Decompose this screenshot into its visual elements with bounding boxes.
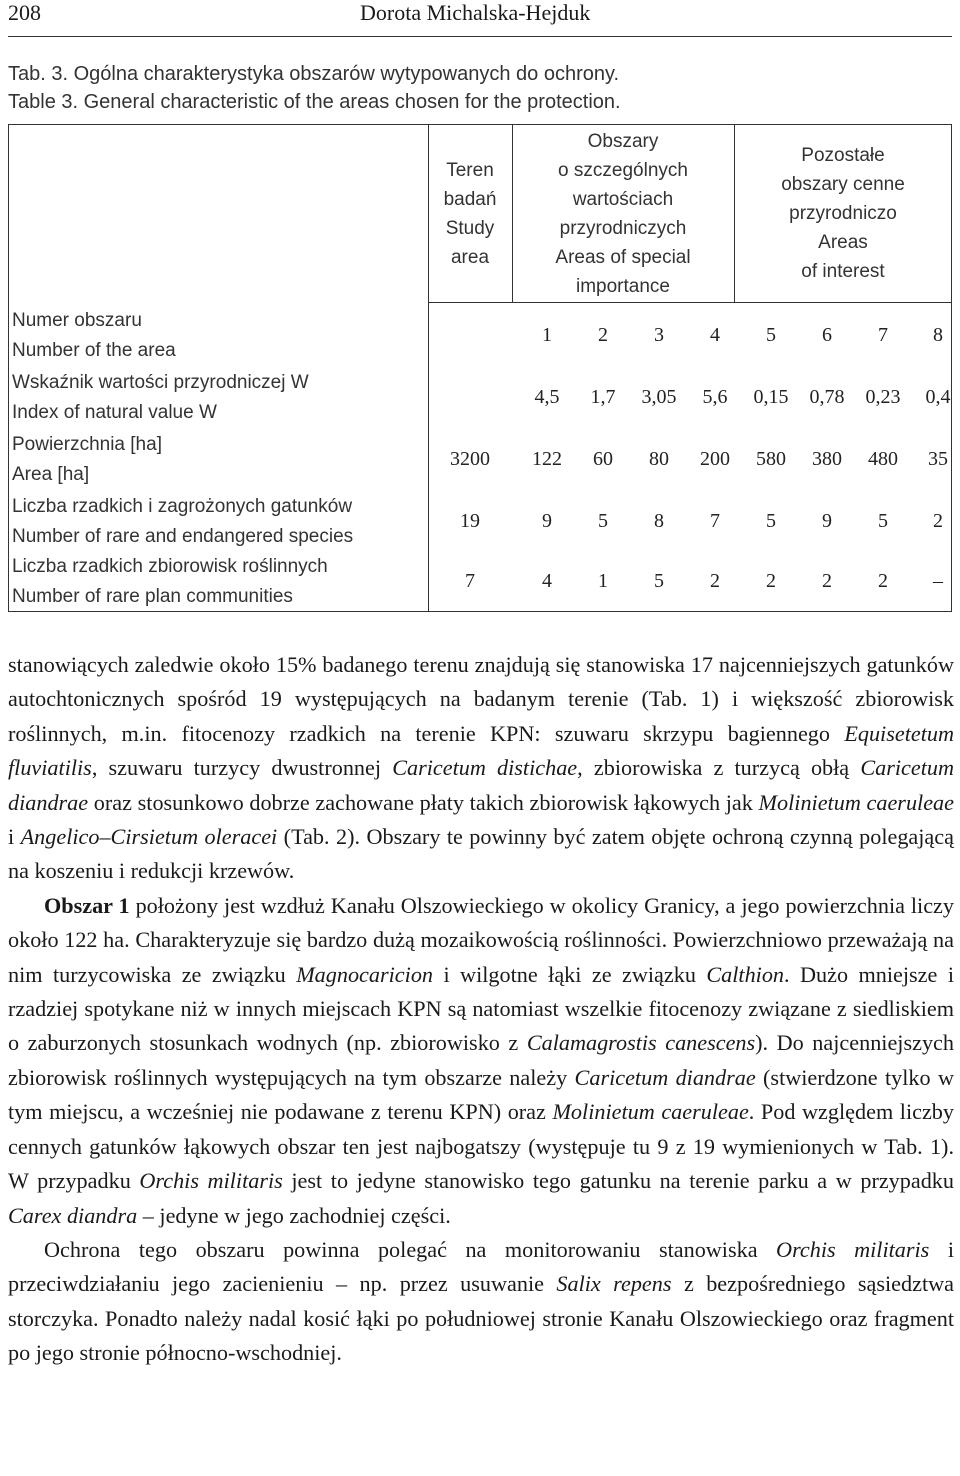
col-header-special-areas (512, 127, 734, 301)
table-cell: 0,78 (809, 386, 845, 408)
paragraph-2 (8, 889, 954, 1233)
table-cell: 0,4 (925, 386, 951, 408)
italic-term: Magnocaricion (296, 961, 434, 987)
header-line: przyrodniczo (789, 203, 897, 224)
text-run: położony jest wzdłuż Kanału Olszowieckiego w okolicy Granicy, a jego powierzchnia liczy około 122 ha. Charakteryzuje się bardzo dużą mozaikowością roślinności. Powierzchniowo przeważają na nim turzycowiska ze związku (8, 892, 954, 987)
text-run: ). Do najcenniejszych zbiorowisk roślinnych występujących na tym obszarze należy (8, 1030, 954, 1090)
header-line: o szczególnych (558, 160, 688, 181)
table-cell: 0,23 (865, 386, 901, 408)
header-rule (8, 36, 952, 37)
header-line: Study (445, 218, 495, 239)
row-label-natural-value (12, 368, 309, 428)
row-label-line (12, 368, 309, 398)
table-cell: 7 (878, 324, 888, 346)
italic-term: Salix repens (556, 1271, 672, 1297)
header-line: area (450, 247, 490, 268)
table-cell: 7 (465, 570, 475, 592)
italic-term: Molinietum caeruleae (552, 1099, 749, 1125)
italic-term: Equisetetum fluviatilis (8, 720, 954, 781)
text-run: , zbiorowiska z turzycą obłą (577, 755, 861, 781)
table-cell: 3200 (450, 448, 490, 470)
table-cell: 1,7 (590, 386, 616, 408)
header-line: Pozostałe (801, 145, 885, 166)
caption-english: Table 3. General characteristic of the areas chosen for the protection. (8, 91, 621, 113)
table-cell: 7 (710, 510, 720, 532)
row-label-line: Area [ha] (12, 464, 90, 485)
row-label-area-number (12, 306, 176, 366)
row-label-line: Number of the area (12, 340, 176, 361)
header-line: Obszary (587, 131, 659, 152)
page-number: 208 (8, 0, 41, 25)
col-header-study-area (428, 156, 512, 272)
row-label-line: Liczba rzadkich zbiorowisk roślinnych (12, 556, 328, 577)
text-run: stanowiących zaledwie około 15% badanego terenu znajdują się stanowiska 17 najcenniejszych gatunków autochtonicznych spośród 19 występujących na badanym terenie (Tab. 1) i większość zbiorowisk roślinnych, m.in. fitocenozy rzadkich na terenie KPN: szuwaru skrzypu bagiennego (8, 652, 954, 746)
table-cell: 9 (822, 510, 832, 532)
table-cell: 580 (756, 448, 786, 470)
table-hrule (428, 302, 952, 303)
table-cell: 1 (542, 324, 552, 346)
text-run: . Pod względem liczby cennych gatunków łąkowych obszar ten jest najbogatszy (występuje tu 9 z 19 wymienionych w Tab. 1). W przypadku (8, 1099, 954, 1194)
table-cell: 5 (878, 510, 888, 532)
row-label-area-ha (12, 430, 162, 490)
text-run: jest to jedyne stanowisko tego gatunku na terenie parku a w przypadku (282, 1168, 954, 1194)
text-run: , szuwaru turzycy dwustronnej (91, 755, 393, 781)
table-cell: 3 (654, 324, 664, 346)
table-cell: 19 (460, 510, 480, 532)
table-cell: 8 (933, 324, 943, 346)
italic-term: Angelico–Cirsietum oleracei (20, 824, 278, 850)
text-run: i przeciwdziałaniu jego zacienieniu – np. przez usuwanie (8, 1236, 954, 1297)
italic-term: Caricetum distichae (392, 755, 578, 781)
header-line: Areas (818, 232, 868, 253)
italic-term: Calamagrostis canescens (526, 1030, 756, 1056)
table-caption (8, 60, 948, 116)
text-run: (stwierdzone tylko w tym miejscu, a wcześniej nie podawane z terenu KPN) oraz (8, 1064, 954, 1125)
table-cell: 4 (542, 570, 552, 592)
text-run: – jedyne w jego zachodniej części. (137, 1202, 451, 1228)
text-run: Obszar 1 (44, 892, 130, 918)
col-header-interest-areas (734, 141, 952, 286)
table-cell: 5 (598, 510, 608, 532)
table-cell: 80 (649, 448, 669, 470)
header-line: przyrodniczych (559, 218, 687, 239)
header-line: badań (443, 189, 497, 210)
row-label-text: Wskaźnik wartości przyrodniczej W (12, 372, 309, 393)
table-cell: 480 (868, 448, 898, 470)
italic-term: Calthion (706, 961, 785, 987)
italic-term: Caricetum diandrae (574, 1064, 756, 1090)
data-table (8, 124, 956, 614)
table-cell: – (933, 570, 943, 592)
italic-term: Caricetum diandrae (8, 755, 954, 815)
table-cell: 2 (822, 570, 832, 592)
paragraph-1 (8, 648, 954, 889)
table-cell: 3,05 (641, 386, 677, 408)
text-run: (Tab. 2). Obszary te powinny być zatem objęte ochroną czynną polegającą na koszeniu i redukcji krzewów. (8, 824, 954, 884)
row-label-rare-communities (12, 552, 328, 612)
header-line: Teren (446, 160, 494, 181)
table-cell: 380 (812, 448, 842, 470)
table-cell: 1 (598, 570, 608, 592)
table-cell: 122 (532, 448, 562, 470)
table-cell: 5 (654, 570, 664, 592)
row-label-line: Index of natural value W (12, 402, 217, 423)
header-line: of interest (801, 261, 885, 282)
body-text (8, 648, 954, 1371)
table-cell: 2 (598, 324, 608, 346)
table-cell: 2 (878, 570, 888, 592)
table-cell: 2 (710, 570, 720, 592)
text-run: i wilgotne łąki ze związku (433, 961, 707, 987)
table-cell: 6 (822, 324, 832, 346)
table-cell: 200 (700, 448, 730, 470)
table-cell: 2 (933, 510, 943, 532)
page-header (8, 0, 952, 38)
caption-polish: Tab. 3. Ogólna charakterystyka obszarów wytypowanych do ochrony. (8, 63, 620, 85)
table-cell: 8 (654, 510, 664, 532)
row-label-line: Numer obszaru (12, 310, 142, 331)
text-run: . Dużo mniejsze i rzadziej spotykane niż w innych miejscach KPN są natomiast wszelkie fitocenozy związane z siedliskiem o zaburzonych stosunkach wodnych (np. zbiorowisko z (8, 961, 954, 1056)
text-run: oraz stosunkowo dobrze zachowane płaty takich zbiorowisk łąkowych jak (88, 789, 759, 815)
text-run: z bezpośredniego sąsiedztwa storczyka. Ponadto należy nadal kosić łąki po południowej stronie Kanału Olszowieckiego oraz fragment po jego stronie północno-wschodniej. (8, 1271, 954, 1366)
table-cell: 5,6 (702, 386, 728, 408)
text-run: i (8, 824, 21, 850)
table-cell: 9 (542, 510, 552, 532)
italic-term: Molinietum caeruleae (758, 789, 954, 815)
table-cell: 0,15 (753, 386, 789, 408)
row-label-rare-species (12, 492, 353, 552)
italic-term: Orchis militaris (139, 1168, 283, 1194)
running-head: Dorota Michalska-Hejduk (360, 0, 591, 25)
table-cell: 60 (593, 448, 613, 470)
table-cell: 2 (766, 570, 776, 592)
header-line: obszary cenne (781, 174, 905, 195)
row-label-line: Liczba rzadkich i zagrożonych gatunków (12, 496, 353, 517)
row-label-line: Number of rare plan communities (12, 586, 293, 607)
italic-term: Carex diandra (8, 1202, 138, 1228)
italic-term: Orchis militaris (776, 1236, 930, 1262)
header-line: importance (576, 276, 670, 297)
header-line: Areas of special (555, 247, 691, 268)
table-cell: 35 (928, 448, 948, 470)
row-label-line: Number of rare and endangered species (12, 526, 354, 547)
table-cell: 4 (710, 324, 720, 346)
table-cell: 5 (766, 324, 776, 346)
paragraph-3 (8, 1233, 954, 1371)
row-label-line: Powierzchnia [ha] (12, 434, 162, 455)
table-cell: 4,5 (534, 386, 560, 408)
table-cell: 5 (766, 510, 776, 532)
text-run: Ochrona tego obszaru powinna polegać na monitorowaniu stanowiska (44, 1236, 777, 1262)
header-line: wartościach (572, 189, 674, 210)
